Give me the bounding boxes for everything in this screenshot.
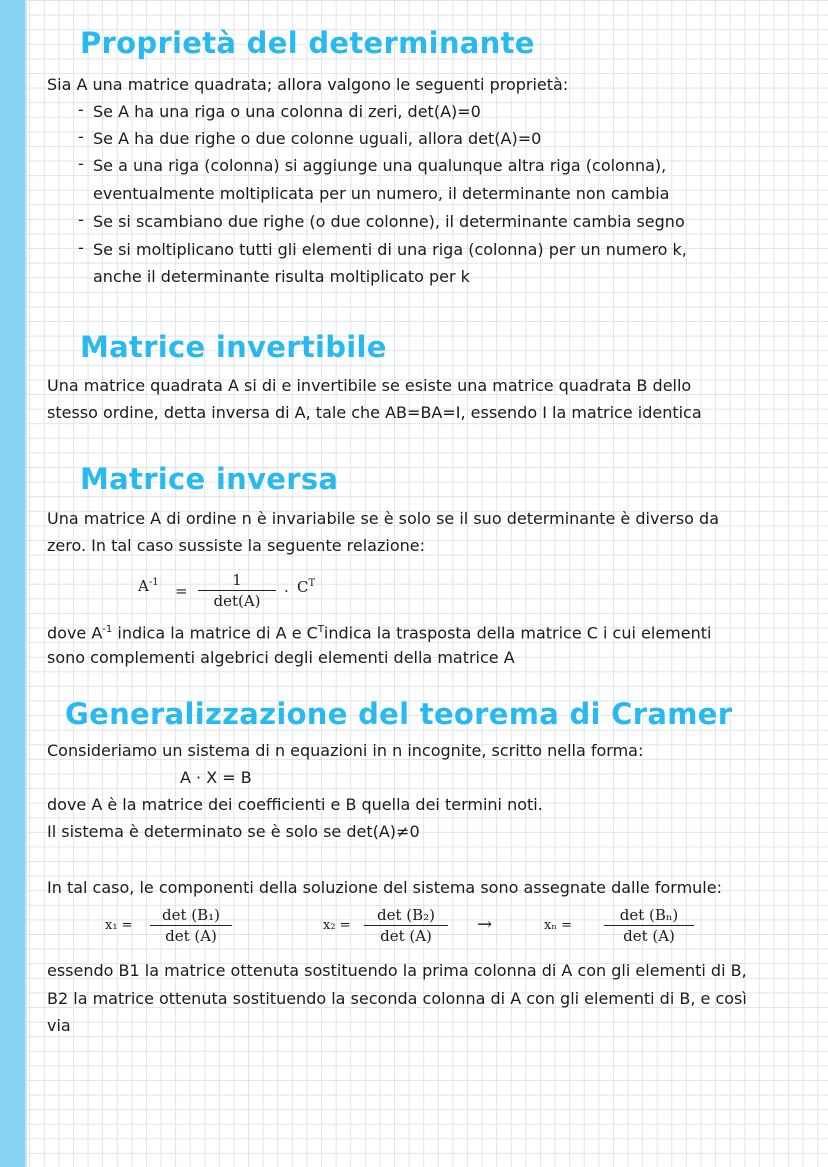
cramer-formula-1-fraction [150, 906, 232, 945]
proprieta-item-3: Se a una riga (colonna) si aggiunge una qualunque altra riga (colonna), [93, 156, 667, 175]
cramer-formula-1-lhs: x₁ = [105, 918, 133, 933]
proprieta-item-1: Se A ha una riga o una colonna di zeri, det(A)=0 [93, 102, 481, 121]
cramer-formula-n-fraction [604, 906, 694, 945]
section-title-inversa: Matrice inversa [80, 462, 339, 496]
section-title-cramer: Generalizzazione del teorema di Cramer [65, 697, 733, 731]
fraction-numerator: det (B₂) [376, 906, 435, 924]
cramer-line-1: Consideriamo un sistema di n equazioni in n incognite, scritto nella forma: [47, 741, 644, 760]
inversa-line-2: zero. In tal caso sussiste la seguente relazione: [47, 536, 425, 555]
cramer-end-line-3: via [47, 1016, 71, 1035]
proprieta-item-3-cont: eventualmente moltiplicata per un numero, il determinante non cambia [93, 184, 670, 203]
arrow-right-icon: → [477, 914, 493, 935]
formula-rhs: $C^T$ [297, 578, 316, 596]
cramer-line-2: dove A è la matrice dei coefficienti e B quella dei termini noti. [47, 795, 543, 814]
cramer-line-3: Il sistema è determinato se è solo se det(A)≠0 [47, 822, 420, 841]
fraction-denominator: det (A) [380, 927, 432, 945]
bullet-dash: - [78, 127, 84, 146]
formula-lhs: $A^{-1}$ [138, 577, 159, 595]
proprieta-intro: Sia A una matrice quadrata; allora valgono le seguenti proprietà: [47, 75, 569, 94]
invertibile-line-1: Una matrice quadrata A si di e invertibile se esiste una matrice quadrata B dello [47, 376, 692, 395]
cramer-end-line-1: essendo B1 la matrice ottenuta sostituendo la prima colonna di A con gli elementi di B, [47, 961, 747, 980]
fraction-denominator: det (A) [623, 927, 675, 945]
cramer-formula-n-lhs: xₙ = [544, 918, 572, 933]
formula-dot: · [284, 582, 289, 600]
fraction-denominator: det(A) [213, 592, 261, 610]
fraction-numerator: det (Bₙ) [619, 906, 679, 924]
inversa-after-line-2: sono complementi algebrici degli elementi della matrice A [47, 648, 515, 667]
formula-fraction [198, 571, 276, 610]
cramer-line-4: In tal caso, le componenti della soluzione del sistema sono assegnate dalle formule: [47, 878, 722, 897]
bullet-dash: - [78, 238, 84, 257]
fraction-bar [604, 925, 694, 926]
fraction-numerator: 1 [232, 571, 242, 589]
fraction-bar [150, 925, 232, 926]
fraction-denominator: det (A) [165, 927, 217, 945]
proprieta-item-2: Se A ha due righe o due colonne uguali, allora det(A)=0 [93, 129, 542, 148]
bullet-dash: - [78, 154, 84, 173]
fraction-bar [198, 590, 276, 591]
fraction-numerator: det (B₁) [161, 906, 220, 924]
cramer-formula-2-lhs: x₂ = [323, 918, 351, 933]
bullet-dash: - [78, 210, 84, 229]
inversa-after-line-1: dove $A^{-1}$ indica la matrice di A e $C^Tindica$ la trasposta della matrice C i cui elementi [47, 623, 712, 643]
proprieta-item-5-cont: anche il determinante risulta moltiplicato per k [93, 267, 470, 286]
bullet-dash: - [78, 100, 84, 119]
proprieta-item-5: Se si moltiplicano tutti gli elementi di una riga (colonna) per un numero k, [93, 240, 687, 259]
section-title-proprieta: Proprietà del determinante [80, 26, 535, 60]
proprieta-item-4: Se si scambiano due righe (o due colonne), il determinante cambia segno [93, 212, 685, 231]
cramer-end-line-2: B2 la matrice ottenuta sostituendo la seconda colonna di A con gli elementi di B, e così [47, 989, 747, 1008]
cramer-equation: A · X = B [180, 768, 252, 787]
formula-equals: = [175, 582, 188, 600]
section-title-invertibile: Matrice invertibile [80, 330, 387, 364]
inversa-line-1: Una matrice A di ordine n è invariabile se è solo se il suo determinante è diverso da [47, 509, 720, 528]
fraction-bar [364, 925, 448, 926]
invertibile-line-2: stesso ordine, detta inversa di A, tale che AB=BA=I, essendo I la matrice identica [47, 403, 702, 422]
cramer-formula-2-fraction [364, 906, 448, 945]
